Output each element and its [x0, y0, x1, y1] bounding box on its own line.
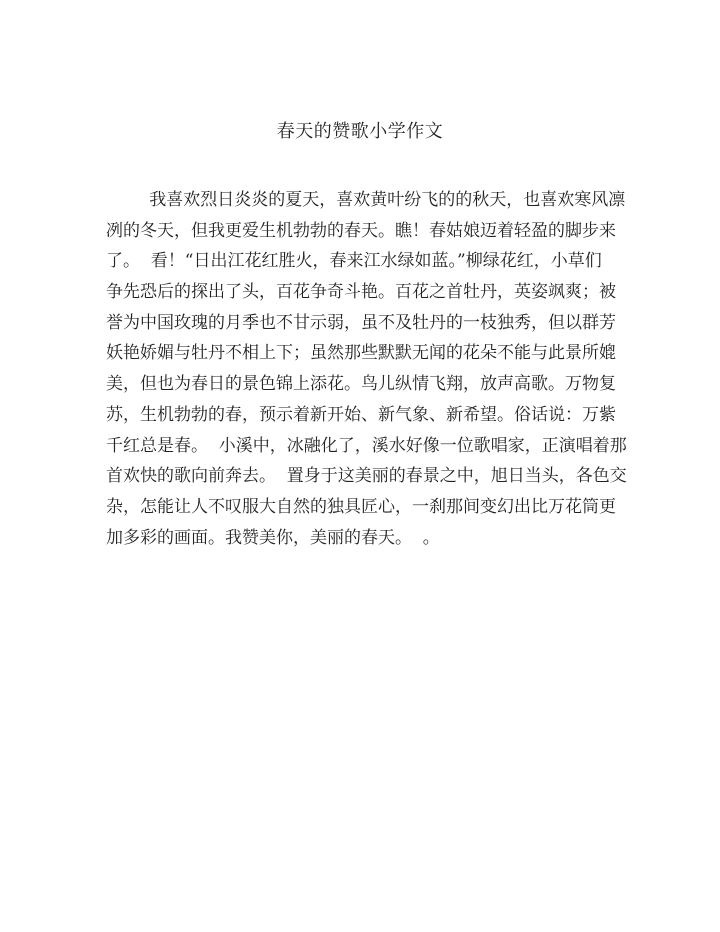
body-line: 誉为中国玫瑰的月季也不甘示弱，虽不及牡丹的一枝独秀，但以群芳	[106, 312, 616, 333]
body-line: 争先恐后的探出了头，百花争奇斗艳。百花之首牡丹，英姿飒爽；被	[106, 282, 616, 303]
document-body	[106, 185, 626, 553]
body-line: 妖艳娇媚与牡丹不相上下；虽然那些默默无闻的花朵不能与此景所媲	[106, 343, 616, 364]
body-line: 美，但也为春日的景色锦上添花。鸟儿纵情飞翔，放声高歌。万物复	[106, 374, 616, 395]
body-line: 我喜欢烈日炎炎的夏天，喜欢黄叶纷飞的的秋天，也喜欢寒风凛	[106, 190, 626, 210]
body-line: 杂，怎能让人不叹服大自然的独具匠心，一刹那间变幻出比万花筒更	[106, 496, 616, 517]
body-line: 千红总是春。 小溪中，冰融化了，溪水好像一位歌唱家，正演唱着那	[106, 435, 627, 456]
body-line: 了。 看！“日出江花红胜火，春来江水绿如蓝。”柳绿花红，小草们	[106, 251, 602, 272]
body-line: 加多彩的画面。我赞美你，美丽的春天。 。	[106, 527, 440, 548]
body-line: 苏，生机勃勃的春，预示着新开始、新气象、新希望。俗话说：万紫	[106, 404, 616, 425]
document-title: 春天的赞歌小学作文	[276, 121, 444, 142]
body-line: 首欢快的歌向前奔去。 置身于这美丽的春景之中，旭日当头，各色交	[106, 466, 627, 487]
body-line: 冽的冬天，但我更爱生机勃勃的春天。瞧！春姑娘迈着轻盈的脚步来	[106, 220, 616, 241]
